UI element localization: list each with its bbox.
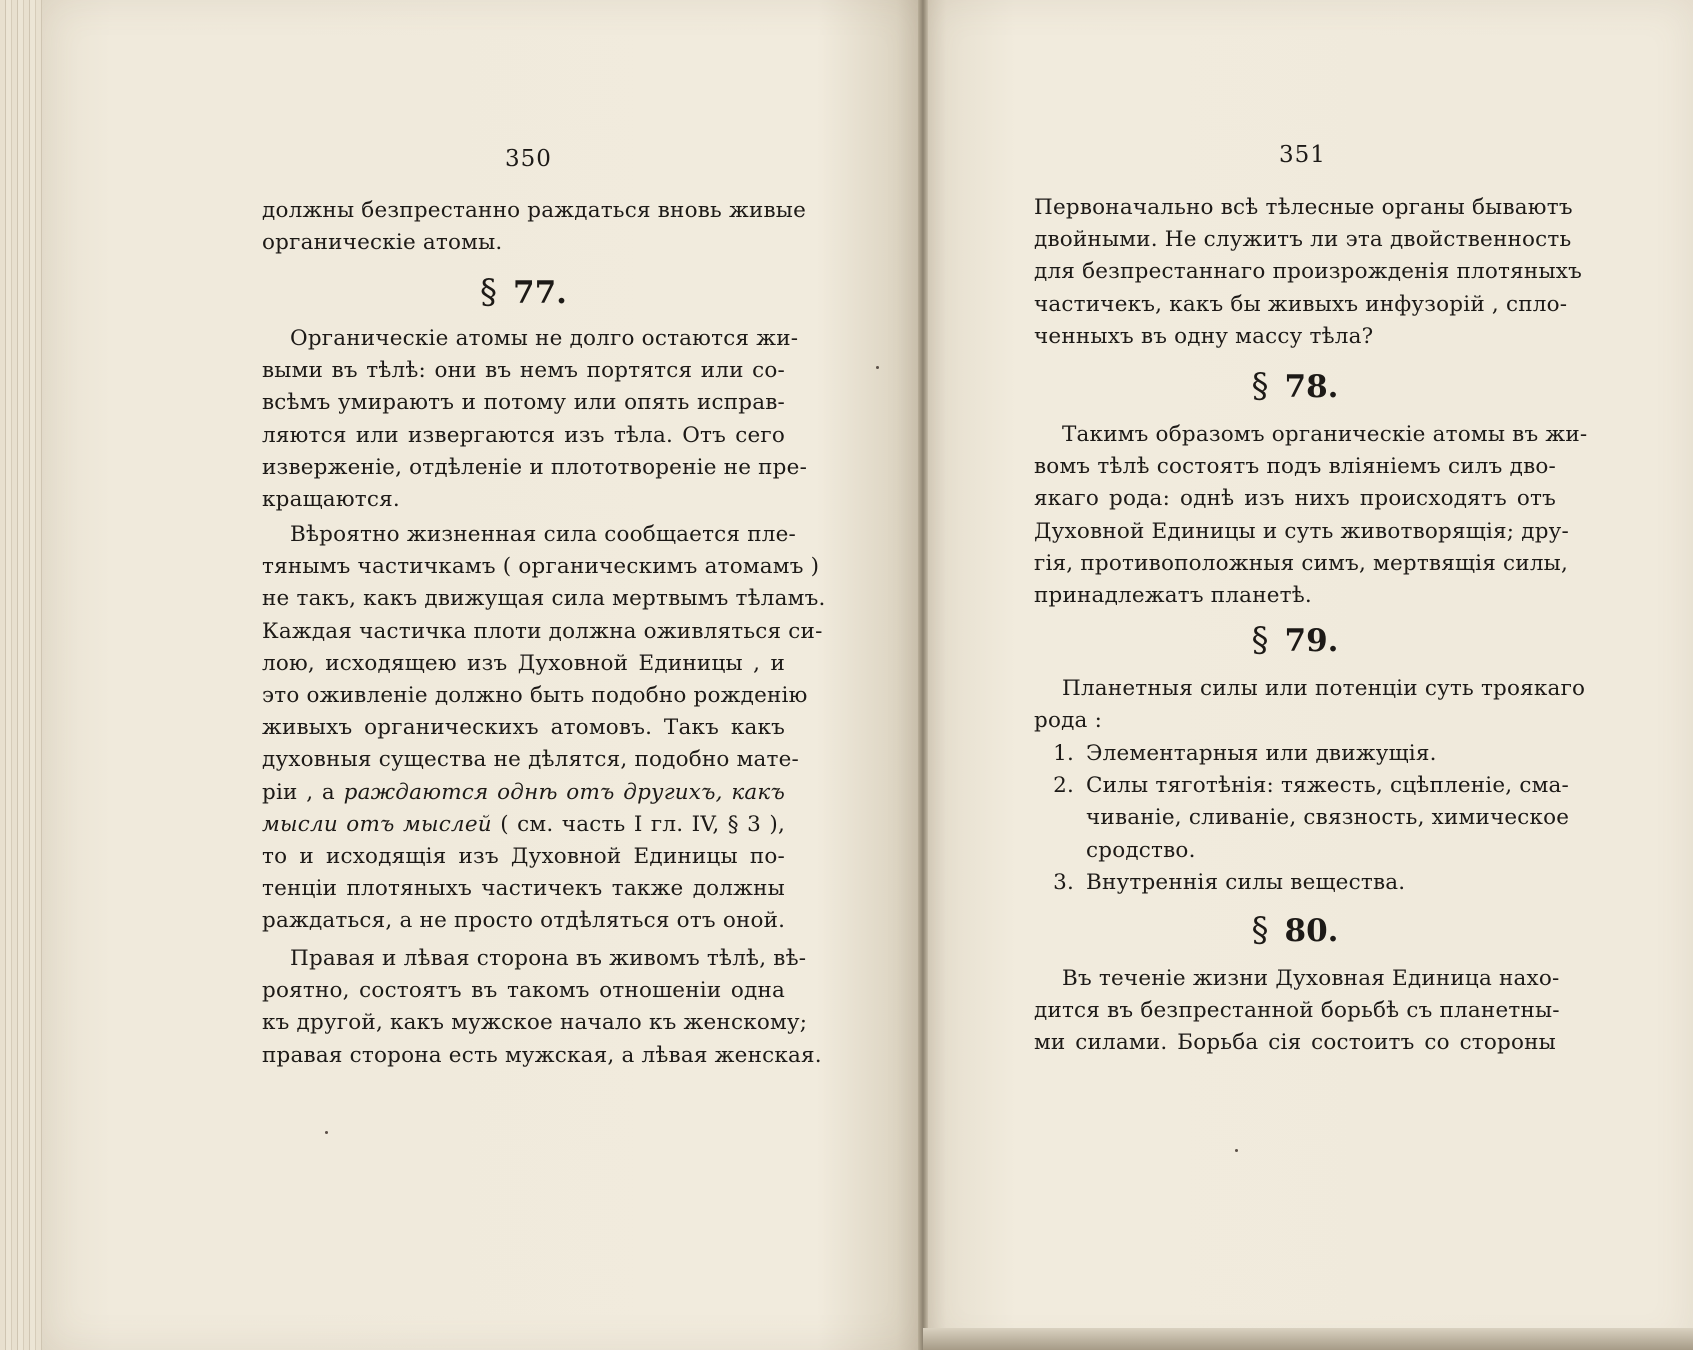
text-line: дится въ безпрестанной борьбѣ съ планетны- (1034, 998, 1560, 1024)
text-line: двойными. Не служитъ ли эта двойственность (1034, 227, 1572, 253)
section-heading-80 (1034, 910, 1556, 950)
text-line: изверженіе, отдѣленіе и плототвореніе не пре- (262, 454, 808, 480)
text-line-mixed (262, 809, 785, 841)
paragraph-78 (1034, 419, 1588, 612)
text-line: Правая и лѣвая сторона въ живомъ тѣлѣ, вѣ- (290, 946, 807, 971)
section-symbol: § (1251, 620, 1269, 660)
text-line: для безпрестаннаго произрожденія плотяныхъ (1034, 259, 1582, 285)
list-item-continuation (1034, 835, 1556, 867)
section-number: 77. (513, 275, 567, 311)
paragraph-77-3 (262, 943, 822, 1072)
ink-speck (325, 1131, 328, 1134)
list-number: 3. (1053, 869, 1074, 895)
section-heading-77 (262, 272, 785, 312)
text-line: Духовной Единицы и суть животворящія; дру- (1034, 518, 1569, 544)
section-heading-78 (1034, 366, 1556, 406)
text-line: то и исходящія изъ Духовной Единицы по- (262, 843, 785, 869)
text-line: Первоначально всѣ тѣлесные органы бываютъ (1034, 195, 1573, 220)
list-item-continuation (1034, 802, 1570, 834)
text-line: гія, противоположныя симъ, мертвящія силы, (1034, 550, 1569, 576)
list-item (1034, 770, 1570, 802)
paragraph-79 (1034, 673, 1586, 737)
text-line: это оживленіе должно быть подобно рожденію (262, 682, 808, 708)
right-page-number: 351 (1279, 142, 1326, 168)
section-number: 78. (1284, 369, 1339, 405)
ink-speck (876, 366, 879, 369)
paragraph-80 (1034, 963, 1560, 1060)
book-gutter (918, 0, 928, 1350)
list-text: Элементарныя или движущія. (1086, 741, 1437, 766)
text-line: рода : (1034, 708, 1103, 734)
text-line-mixed (262, 777, 785, 809)
list-text: Внутреннія силы вещества. (1086, 869, 1406, 895)
text-line: Планетныя силы или потенціи суть троякаго (1062, 676, 1586, 701)
text-line: частичекъ, какъ бы живыхъ инфузорій , сплo- (1034, 291, 1568, 317)
section-symbol: § (1251, 366, 1269, 406)
text-line: вомъ тѣлѣ состоятъ подъ вліяніемъ силъ дво- (1034, 454, 1556, 480)
list-number: 2. (1053, 773, 1074, 799)
text-line: органическіе атомы. (262, 230, 503, 256)
text-line: роятно, состоятъ въ такомъ отношеніи одна (262, 978, 785, 1004)
text-line: лою, исходящею изъ Духовной Единицы , и (262, 650, 785, 676)
list-text: чиваніе, сливаніе, связность, химическое (1086, 805, 1570, 831)
text-line: принадлежатъ планетѣ. (1034, 582, 1312, 608)
italic-segment: мысли отъ мыслей (262, 811, 492, 837)
text-line: всѣмъ умираютъ и потому или опять исправ- (262, 390, 785, 416)
section-heading-79 (1034, 620, 1556, 660)
text-line: ми силами. Борьба сія состоитъ со стороны (1034, 1030, 1556, 1056)
text-line: живыхъ органическихъ атомовъ. Такъ какъ (262, 715, 785, 741)
numbered-list (1034, 738, 1570, 899)
section-symbol: § (480, 272, 498, 312)
text-line: ляются или извергаются изъ тѣла. Отъ сего (262, 422, 785, 448)
text-line: Такимъ образомъ органическіе атомы въ жи- (1062, 422, 1588, 447)
text-line: раждаться, а не просто отдѣляться отъ оной. (262, 908, 786, 934)
text-line: тянымъ частичкамъ ( органическимъ атомамъ ) (262, 554, 820, 580)
section-number: 80. (1284, 913, 1339, 949)
list-item (1034, 867, 1556, 899)
italic-segment: раждаются однѣ отъ другихъ, какъ (343, 779, 785, 805)
list-item (1034, 738, 1556, 770)
paragraph-top (1034, 192, 1582, 353)
text-line: правая сторона есть мужская, а лѣвая женская. (262, 1042, 822, 1068)
paragraph-77-1 (262, 323, 808, 516)
text-segment: ріи , а (262, 779, 344, 805)
section-symbol: § (1251, 910, 1269, 950)
paragraph-77-2 (262, 519, 826, 937)
list-text: Силы тяготѣнія: тяжесть, сцѣпленіе, сма- (1086, 773, 1570, 799)
page-bottom-edge (923, 1328, 1693, 1350)
text-line: кращаются. (262, 486, 400, 512)
text-line: Каждая частичка плоти должна оживляться си- (262, 618, 823, 644)
text-line: къ другой, какъ мужское начало къ женскому; (262, 1010, 808, 1036)
text-line: не такъ, какъ движущая сила мертвымъ тѣламъ. (262, 586, 826, 612)
text-line: Вѣроятно жизненная сила сообщается пле- (290, 522, 796, 547)
text-line: духовныя существа не дѣлятся, подобно мате- (262, 747, 800, 773)
list-text: сродство. (1086, 837, 1196, 863)
list-number: 1. (1053, 741, 1074, 766)
left-top-lines (262, 195, 807, 259)
text-line: ченныхъ въ одну массу тѣла? (1034, 323, 1374, 349)
text-line: Органическіе атомы не долго остаются жи- (290, 326, 799, 351)
text-line: Въ теченіе жизни Духовная Единица нахо- (1062, 966, 1560, 991)
text-line: должны безпрестанно раждаться вновь живые (262, 198, 807, 223)
text-segment: ( см. часть I гл. IV, § 3 ), (491, 811, 785, 837)
text-line: тенціи плотяныхъ частичекъ также должны (262, 876, 785, 902)
section-number: 79. (1284, 623, 1339, 659)
text-line: выми въ тѣлѣ: они въ немъ портятся или со- (262, 358, 785, 384)
left-page-number: 350 (505, 146, 552, 172)
ink-speck (1235, 1149, 1238, 1152)
text-line: якаго рода: однѣ изъ нихъ происходятъ отъ (1034, 486, 1556, 512)
